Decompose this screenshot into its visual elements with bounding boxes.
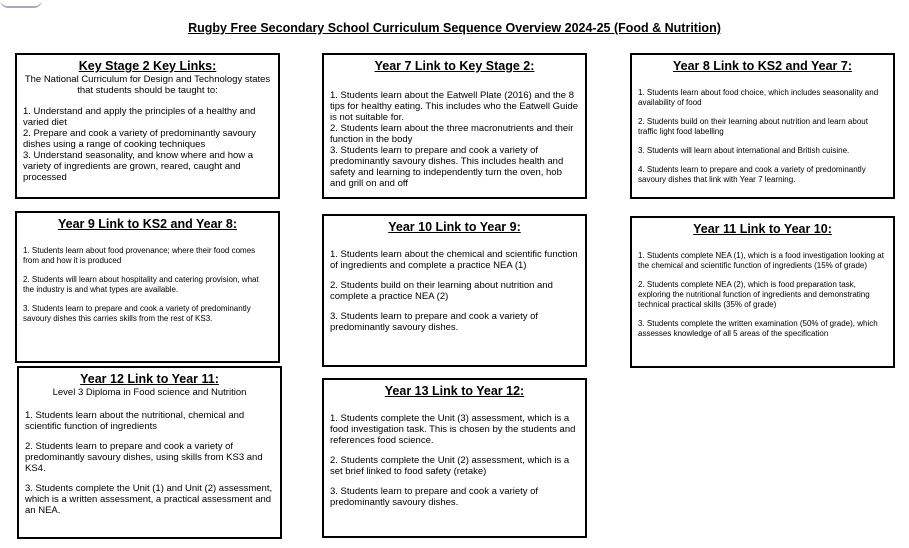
list-item: 3. Students will learn about international and British cuisine. (638, 146, 850, 155)
list-item: 3. Students complete the Unit (1) and Unit (2) assessment, which is a written assessment, a practical assessment and an NEA. (25, 483, 273, 516)
page-title: Rugby Free Secondary School Curriculum Sequence Overview 2024-25 (Food & Nutrition) (188, 21, 721, 35)
list-item: 3. Understand seasonality, and know where and how a variety of ingredients are grown, reared, caught and processed (23, 150, 254, 183)
list-item: 3. Students complete the written examination (50% of grade), which assesses knowledge of all 5 areas of the specification (638, 319, 878, 338)
box-key-stage-2 (15, 53, 280, 199)
list-item: 2. Prepare and cook a variety of predominantly savoury dishes using a range of cooking techniques (23, 128, 256, 150)
box-heading: Key Stage 2 Key Links: (78, 59, 217, 73)
box-year-8 (630, 53, 895, 199)
list-item: 2. Students learn about the three macronutrients and their function in the body (330, 123, 574, 145)
school-logo (0, 0, 42, 8)
box-heading: Year 7 Link to Key Stage 2: (374, 59, 535, 73)
box-year-9 (15, 211, 280, 363)
box-year-12 (17, 366, 282, 539)
list-item: 1. Students complete NEA (1), which is a food investigation looking at the chemical and scientific function of ingredients (15% of grade) (638, 251, 884, 270)
box-heading: Year 11 Link to Year 10: (693, 222, 832, 236)
box-heading: Year 8 Link to KS2 and Year 7: (672, 59, 853, 73)
list-item: 2. Students build on their learning about nutrition and complete a practice NEA (2) (330, 280, 553, 302)
list-item: 1. Students learn about food choice, which includes seasonality and availability of food (638, 88, 879, 107)
box-heading: Year 9 Link to KS2 and Year 8: (57, 217, 238, 231)
list-item: 3. Students learn to prepare and cook a variety of predominantly savoury dishes. (330, 486, 539, 508)
list-item: 3. Students learn to prepare and cook a variety of predominantly savoury dishes. This includes health and safety and learning to independently turn the oven, hob and grill on and off (330, 145, 564, 189)
list-item: 2. Students complete NEA (2), which is food preparation task, exploring the nutritional function of ingredients and demonstrating technical practical skills (35% of grade) (638, 280, 870, 309)
box-heading: Year 10 Link to Year 9: (388, 220, 521, 234)
box-year-10 (322, 214, 587, 367)
list-item: 1. Students learn about the chemical and scientific function of ingredients and complete a practice NEA (1) (330, 249, 578, 271)
list-item: 2. Students will learn about hospitality and catering provision, what the industry is and what types are available. (23, 275, 259, 294)
box-subtitle: The National Curriculum for Design and Technology states that students should be taught to: (24, 74, 271, 96)
list-item: 1. Students complete the Unit (3) assessment, which is a food investigation task. This is chosen by the students and references food science. (330, 413, 576, 446)
box-year-13 (322, 378, 587, 538)
list-item: 2. Students learn to prepare and cook a variety of predominantly savoury dishes, using skills from KS3 and KS4. (25, 441, 263, 474)
list-item: 1. Understand and apply the principles of a healthy and varied diet (23, 106, 256, 128)
list-item: 3. Students learn to prepare and cook a variety of predominantly savoury dishes. (330, 311, 539, 333)
list-item: 1. Students learn about food provenance; where their food comes from and how it is produced (23, 246, 256, 265)
box-subtitle: Level 3 Diploma in Food science and Nutrition (52, 387, 247, 398)
list-item: 3. Students learn to prepare and cook a variety of predominantly savoury dishes this carries skills from the rest of KS3. (23, 304, 251, 323)
box-year-11 (630, 216, 895, 368)
box-year-7 (322, 53, 587, 199)
list-item: 1. Students learn about the nutritional, chemical and scientific function of ingredients (25, 410, 245, 432)
list-item: 4. Students learn to prepare and cook a variety of predominantly savoury dishes that link with Year 7 learning. (638, 165, 866, 184)
list-item: 1. Students learn about the Eatwell Plate (2016) and the 8 tips for healthy eating. This includes who the Eatwell Guide is not suitable for. (330, 90, 579, 123)
box-heading: Year 12 Link to Year 11: (80, 372, 219, 386)
box-heading: Year 13 Link to Year 12: (384, 384, 525, 398)
list-item: 2. Students build on their learning about nutrition and learn about traffic light food labelling (638, 117, 868, 136)
list-item: 2. Students complete the Unit (2) assessment, which is a set brief linked to food safety (retake) (330, 455, 570, 477)
